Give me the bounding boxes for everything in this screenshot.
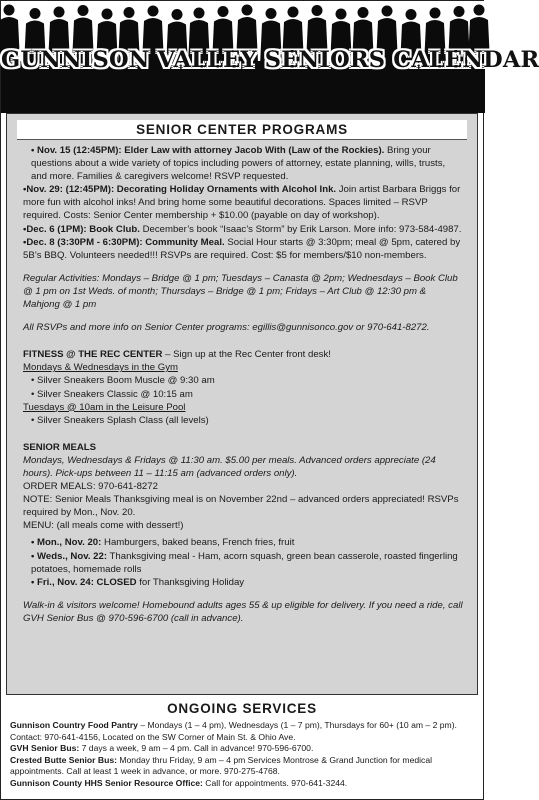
event-body: Join artist Barbara Briggs for more fun with alcohol inks! And bring home some beautiful decorations. Spaces limited – RSVP required. Costs: Senior Center membership + $10.00 (payable on day of workshop). <box>23 184 461 222</box>
service-name: Gunnison Country Food Pantry <box>10 720 138 730</box>
figure-head <box>4 5 15 16</box>
ongoing-heading: ONGOING SERVICES <box>167 701 317 716</box>
service-text: Monday thru Friday, 9 am – 4 pm Services Montrose & Grand Junction for medical appointments. Call at least 1 week in advance, or more. 970-275-4768. <box>10 754 433 777</box>
menu-day: • Fri., Nov. 24: CLOSED <box>31 576 137 588</box>
service-text: 7 days a week, 9 am – 4 pm. Call in advance! 970-596-6700. <box>79 743 314 754</box>
figure-head <box>336 9 347 20</box>
service-hhs-office <box>10 778 472 790</box>
figure-head <box>382 6 393 17</box>
senior-center-programs <box>6 113 478 695</box>
meals-schedule: Mondays, Wednesdays & Fridays @ 11:30 am. $5.00 per meals. Advanced orders appreciate (24 hours). Pick-ups between 11 – 11:15 am (advanced orders only). <box>23 454 436 479</box>
menu-day: • Mon., Nov. 20: <box>31 537 102 549</box>
menu-desc: for Thanksgiving Holiday <box>136 576 245 588</box>
menu-day: • Weds., Nov. 22: <box>31 550 108 562</box>
regular-activities: Regular Activities: Mondays – Bridge @ 1 pm; Tuesdays – Canasta @ 2pm; Wednesdays – Book Club @ 1 pm on 1st Weds. of month; Thursdays – Bridge @ 1 pm; Fridays – Art Club @ 12:30 pm & Mahjong @ 1 pm <box>23 272 458 311</box>
figure-head <box>148 6 159 17</box>
event-title: •Nov. 29: (12:45PM): Decorating Holiday Ornaments with Alcohol Ink. <box>23 184 337 196</box>
gym-label: Mondays & Wednesdays in the Gym <box>23 362 178 374</box>
gym-item: • Silver Sneakers Boom Muscle @ 9:30 am <box>31 375 215 387</box>
figure-head <box>124 7 135 18</box>
meals-menu: MENU: (all meals come with dessert!) <box>23 520 184 532</box>
menu-item <box>23 550 463 576</box>
figure-head <box>474 5 485 16</box>
meals-walkin: Walk-in & visitors welcome! Homebound adults ages 55 & up eligible for delivery. If you need a ride, call GVH Senior Bus @ 970-596-6700 (call in advance). <box>23 599 463 624</box>
meals-note: NOTE: Senior Meals Thanksgiving meal is on November 22nd – advanced orders appreciated! RSVPs required by Mon., Nov. 20. <box>23 494 459 519</box>
figure-head <box>406 9 417 20</box>
rsvp-info: All RSVPs and more info on Senior Center programs: egillis@gunnisonco.gov or 970-641-8272. <box>23 322 430 334</box>
figure-head <box>30 8 41 19</box>
service-food-pantry <box>10 720 472 743</box>
figure-head <box>218 6 229 17</box>
menu-item <box>23 536 463 549</box>
spacer <box>23 589 463 599</box>
event-body: December’s book “Isaac’s Storm” by Erik Larson. More info: 973-584-4987. <box>142 223 462 235</box>
event-elder-law <box>23 144 463 183</box>
service-name: Gunnison County HHS Senior Resource Office: <box>10 777 203 788</box>
event-community-meal <box>23 236 463 262</box>
spacer <box>23 427 463 441</box>
figure-head <box>102 9 113 20</box>
event-body: Social Hour starts @ 3:30pm; meal @ 5pm, catered by 5B’s BBQ. Volunteers needed!!! RSVPs are required. Cost: $5 for members/$10 non-members. <box>23 236 461 261</box>
figure-head <box>288 7 299 18</box>
event-body: Bring your questions about a wide variety of topics including powers of attorney, estate planning, wills, trusts, and more. Families & caregivers welcome! RSVP requested. <box>31 145 446 183</box>
event-title: •Dec. 8 (3:30PM - 6:30PM): Community Meal. <box>23 236 225 248</box>
figure-head <box>358 7 369 18</box>
service-text: Call for appointments. 970-641-3244. <box>202 777 348 788</box>
figure-head <box>78 5 89 16</box>
figure-head <box>266 8 277 19</box>
menu-item <box>23 576 463 589</box>
spacer <box>23 334 463 348</box>
event-ornaments <box>23 183 463 222</box>
menu-desc: Thanksgiving meal - Ham, acorn squash, green bean casserole, roasted fingerling potatoes, homemade rolls <box>31 550 458 575</box>
service-cb-bus <box>10 755 472 778</box>
figure-head <box>194 8 205 19</box>
figure-head <box>312 5 323 16</box>
figure-head <box>172 9 183 20</box>
menu-desc: Hamburgers, baked beans, French fries, fruit <box>101 537 295 549</box>
gym-item: • Silver Sneakers Classic @ 10:15 am <box>31 388 193 400</box>
figure-head <box>242 5 253 16</box>
banner-title: GUNNISON VALLEY SENIORS CALENDAR <box>1 47 539 73</box>
programs-heading: SENIOR CENTER PROGRAMS <box>17 120 467 140</box>
pool-item: • Silver Sneakers Splash Class (all levels) <box>31 414 209 426</box>
ongoing-services <box>6 695 478 797</box>
meals-orders: ORDER MEALS: 970-641-8272 <box>23 481 158 493</box>
event-title: •Dec. 6 (1PM): Book Club. <box>23 223 140 235</box>
pool-label: Tuesdays @ 10am in the Leisure Pool <box>23 401 186 413</box>
meals-heading: SENIOR MEALS <box>23 441 97 453</box>
fitness-heading <box>23 348 463 361</box>
spacer <box>23 311 463 321</box>
service-gvh-bus <box>10 743 472 755</box>
service-name: Crested Butte Senior Bus: <box>10 754 117 765</box>
fitness-title: FITNESS @ THE REC CENTER <box>23 349 163 361</box>
spacer <box>23 262 463 272</box>
programs-content <box>7 140 477 625</box>
event-title: • Nov. 15 (12:45PM): Elder Law with attorney Jacob With (Law of the Rockies). <box>31 145 385 156</box>
figure-head <box>430 8 441 19</box>
service-text: – Mondays (1 – 4 pm), Wednesdays (1 – 7 pm), Thursdays for 60+ (10 am – 2 pm). Contact: 970-641-4156, Located on the SW Corner of Main St. & Ohio Ave. <box>10 720 457 742</box>
figure-head <box>454 6 465 17</box>
service-name: GVH Senior Bus: <box>10 743 80 754</box>
figure-head <box>54 7 65 18</box>
fitness-note: – Sign up at the Rec Center front desk! <box>162 349 331 361</box>
event-book-club <box>23 223 463 236</box>
banner <box>1 1 539 113</box>
ongoing-content <box>6 718 478 790</box>
